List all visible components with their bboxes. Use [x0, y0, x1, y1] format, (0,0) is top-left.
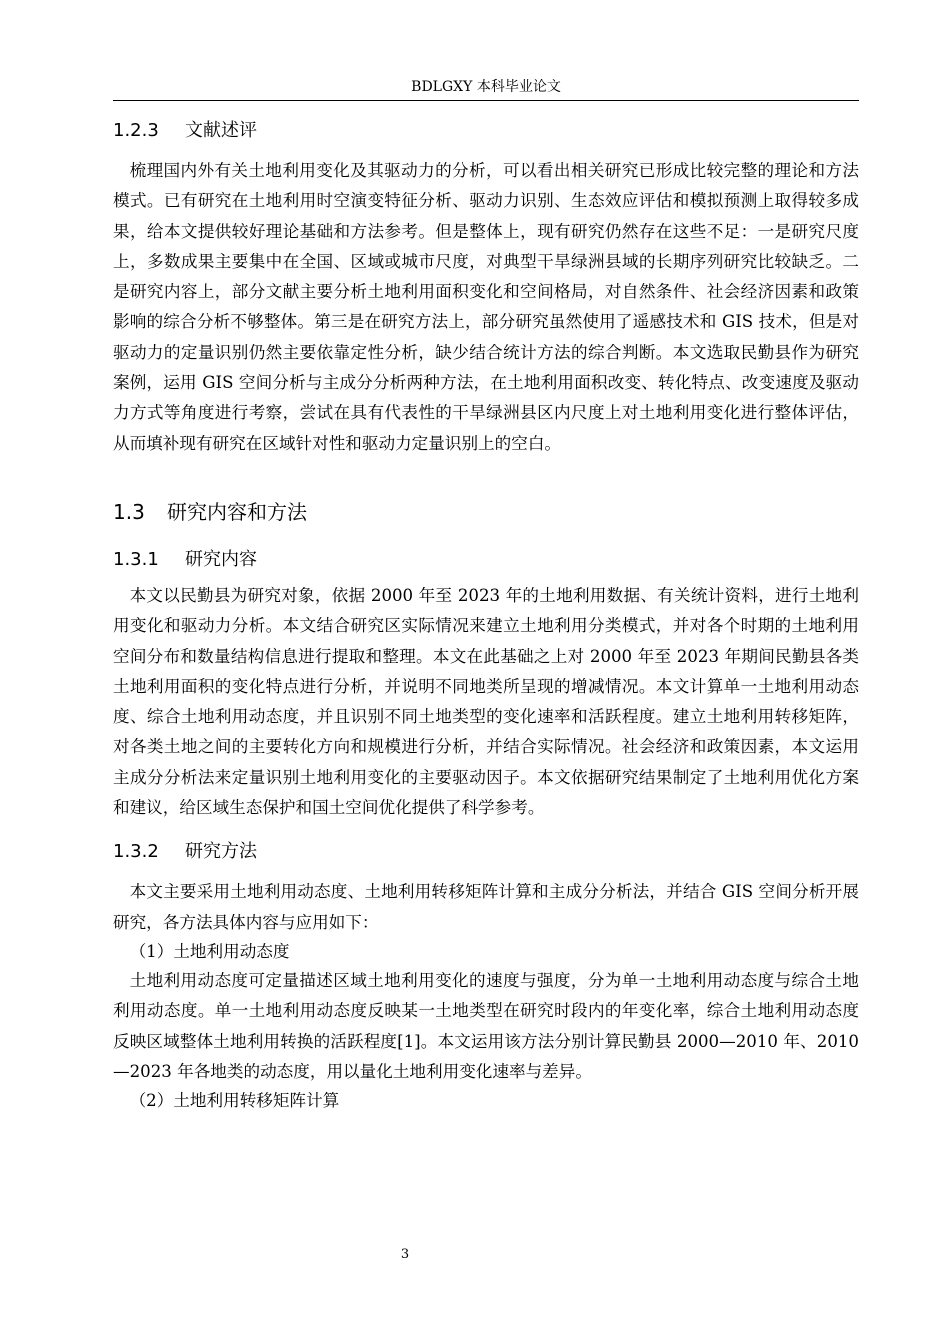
heading-1-2-3 [113, 116, 859, 146]
heading-1-3-2 [113, 837, 859, 867]
heading-number: 1.3.1 [113, 548, 159, 570]
literature-review-paragraph: 梳理国内外有关土地利用变化及其驱动力的分析，可以看出相关研究已形成比较完整的理论和方法模式。已有研究在土地利用时空演变特征分析、驱动力识别、生态效应评估和模拟预测上取得较多成果，给本文提供较好理论基础和方法参考。但是整体上，现有研究仍然存在这些不足：一是研究尺度上，多数成果主要集中在全国、区域或城市尺度，对典型干旱绿洲县域的长期序列研究比较缺乏。二是研究内容上，部分文献主要分析土地利用面积变化和空间格局，对自然条件、社会经济因素和政策影响的综合分析不够整体。第三是在研究方法上，部分研究虽然使用了遥感技术和 GIS 技术，但是对驱动力的定量识别仍然主要依靠定性分析，缺少结合统计方法的综合判断。本文选取民勤县作为研究案例，运用 GIS 空间分析与主成分分析两种方法，在土地利用面积改变、转化特点、改变速度及驱动力方式等角度进行考察，尝试在具有代表性的干旱绿洲县区内尺度上对土地利用变化进行整体评估，从而填补现有研究在区域针对性和驱动力定量识别上的空白。 [113, 161, 859, 453]
method-1-title: （1）土地利用动态度 [129, 941, 290, 961]
method-2-title: （2）土地利用转移矩阵计算 [129, 1091, 340, 1111]
heading-title: 研究方法 [185, 841, 257, 863]
page-number: 3 [400, 1247, 410, 1262]
heading-title: 文献述评 [185, 120, 257, 141]
heading-number: 1.3.2 [113, 841, 159, 863]
heading-number: 1.3 [113, 499, 145, 524]
heading-title: 研究内容和方法 [167, 499, 307, 524]
heading-1-3-1 [113, 545, 859, 575]
heading-1-3 [113, 495, 859, 529]
method-1-paragraph: 土地利用动态度可定量描述区域土地利用变化的速度与强度，分为单一土地利用动态度与综合土地利用动态度。单一土地利用动态度反映某一土地类型在研究时段内的年变化率，综合土地利用动态度反映区域整体土地利用转换的活跃程度[1]。本文运用该方法分别计算民勤县 2000—2010 年、2010—2023 年各地类的动态度，用以量化土地利用变化速率与差异。 [113, 970, 859, 1081]
running-header: BDLGXY 本科毕业论文 [411, 79, 561, 95]
header-rule [113, 100, 859, 101]
heading-number: 1.2.3 [113, 120, 159, 141]
page-content [113, 116, 859, 1115]
heading-title: 研究内容 [185, 548, 257, 570]
research-content-paragraph: 本文以民勤县为研究对象，依据 2000 年至 2023 年的土地利用数据、有关统计资料，进行土地利用变化和驱动力分析。本文结合研究区实际情况来建立土地利用分类模式，并对各个时期的土地利用空间分布和数量结构信息进行提取和整理。本文在此基础之上对 2000 年至 2023 年期间民勤县各类土地利用面积的变化特点进行分析，并说明不同地类所呈现的增减情况。本文计算单一土地利用动态度、综合土地利用动态度，并且识别不同土地类型的变化速率和活跃程度。建立土地利用转移矩阵，对各类土地之间的主要转化方向和规模进行分析，并结合实际情况。社会经济和政策因素，本文运用主成分分析法来定量识别土地利用变化的主要驱动因子。本文依据研究结果制定了土地利用优化方案和建议，给区域生态保护和国土空间优化提供了科学参考。 [113, 585, 859, 818]
research-methods-intro: 本文主要采用土地利用动态度、土地利用转移矩阵计算和主成分分析法，并结合 GIS 空间分析开展研究，各方法具体内容与应用如下： [113, 882, 859, 932]
